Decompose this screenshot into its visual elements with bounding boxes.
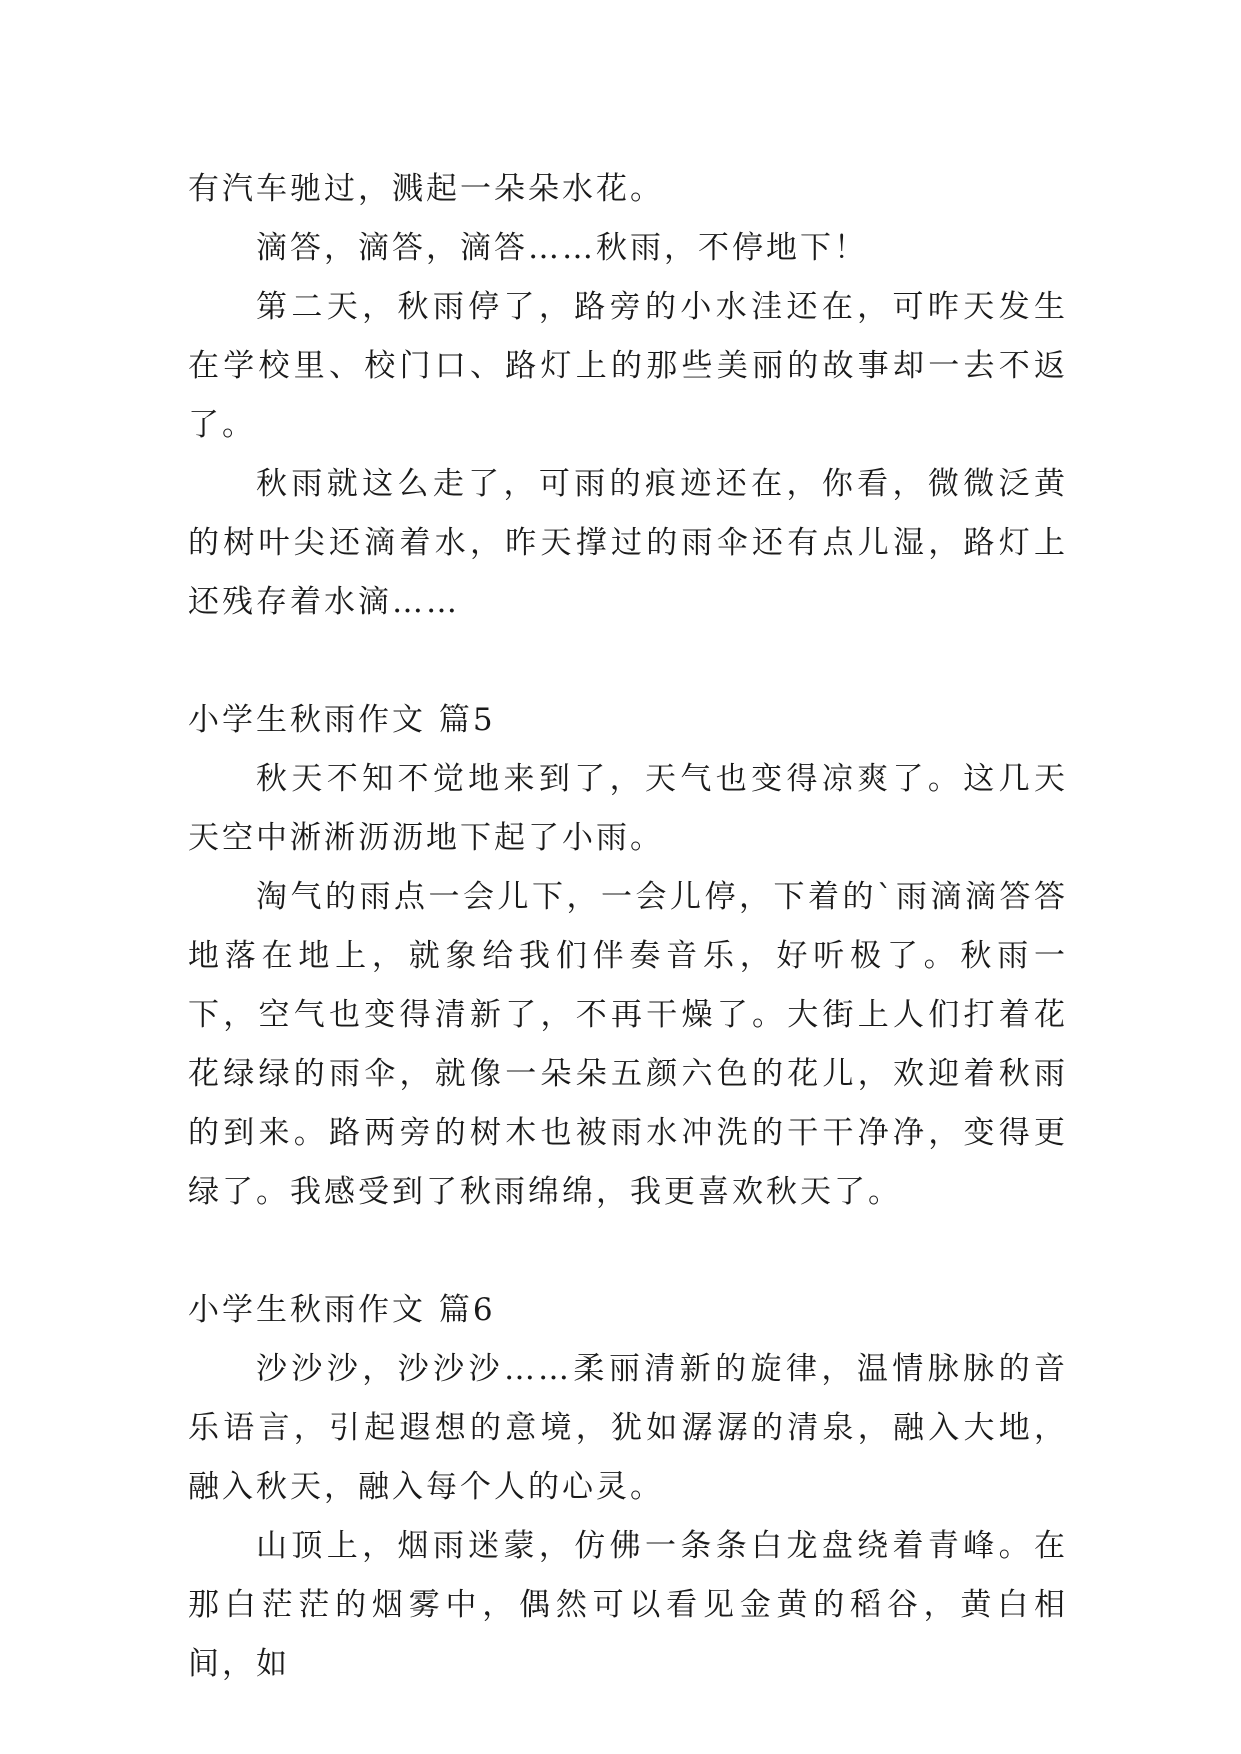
paragraph: 滴答，滴答，滴答……秋雨，不停地下！: [256, 230, 868, 266]
section-heading: 小学生秋雨作文 篇6: [188, 1292, 496, 1328]
paragraph: 秋雨就这么走了，可雨的痕迹还在，你看，微微泛黄的树叶尖还滴着水，昨天撑过的雨伞还有点儿湿，路灯上还残存着水滴……: [188, 466, 1068, 620]
paragraph: 第二天，秋雨停了，路旁的小水洼还在，可昨天发生在学校里、校门口、路灯上的那些美丽的故事却一去不返了。: [188, 289, 1068, 443]
paragraph: 淘气的雨点一会儿下，一会儿停，下着的`雨滴滴答答地落在地上，就象给我们伴奏音乐，好听极了。秋雨一下，空气也变得清新了，不再干燥了。大街上人们打着花花绿绿的雨伞，就像一朵朵五颜六色的花儿，欢迎着秋雨的到来。路两旁的树木也被雨水冲洗的干干净净，变得更绿了。我感受到了秋雨绵绵，我更喜欢秋天了。: [188, 879, 1068, 1210]
paragraph: 沙沙沙，沙沙沙……柔丽清新的旋律，温情脉脉的音乐语言，引起遐想的意境，犹如潺潺的清泉，融入大地，融入秋天，融入每个人的心灵。: [188, 1351, 1068, 1505]
document-body: [188, 160, 1068, 1694]
section-heading: 小学生秋雨作文 篇5: [188, 702, 496, 738]
paragraph: 秋天不知不觉地来到了，天气也变得凉爽了。这几天天空中淅淅沥沥地下起了小雨。: [188, 761, 1068, 856]
paragraph: 山顶上，烟雨迷蒙，仿佛一条条白龙盘绕着青峰。在那白茫茫的烟雾中，偶然可以看见金黄的稻谷，黄白相间，如: [188, 1528, 1068, 1682]
paragraph: 有汽车驰过，溅起一朵朵水花。: [188, 171, 664, 207]
